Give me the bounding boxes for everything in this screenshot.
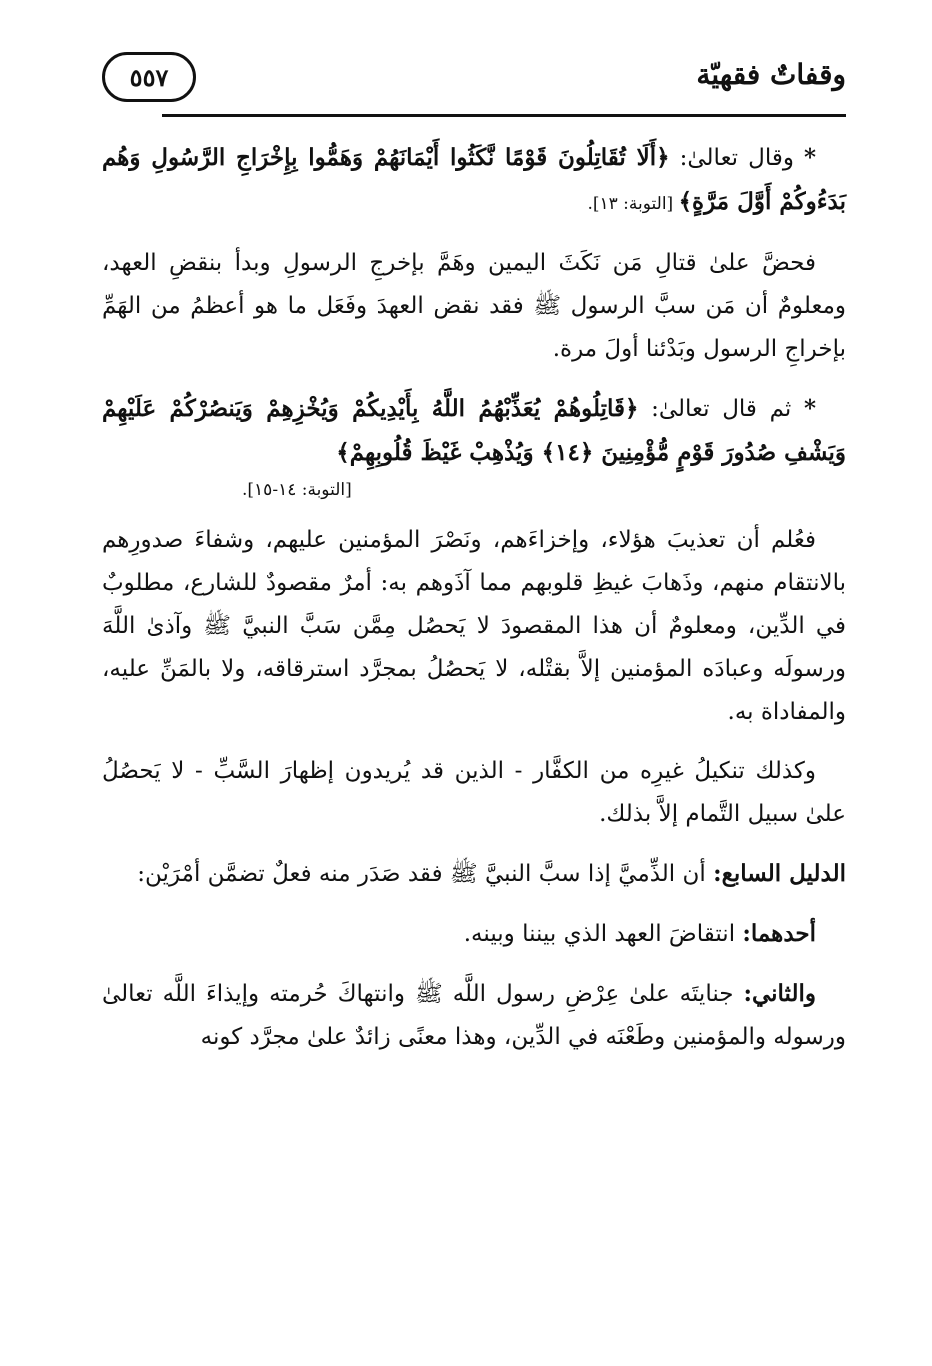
page-number: ٥٥٧ xyxy=(129,62,169,92)
page-number-badge xyxy=(102,52,196,102)
matter-heading: أحدهما: xyxy=(742,920,816,947)
running-title: وقفاتٌ فقهيّة xyxy=(696,58,846,91)
quran-verse: ﴿قَاتِلُوهُمْ يُعَذِّبْهُمُ اللَّهُ بِأَيْدِيكُمْ وَيُخْزِهِمْ وَيَنصُرْكُمْ عَلَيْهِمْ وَيَشْفِ صُدُورَ قَوْمٍ مُّؤْمِنِينَ ﴿١٤﴾ وَيُذْهِبْ غَيْظَ قُلُوبِهِمْ﴾ xyxy=(102,395,846,466)
matter-heading: والثاني: xyxy=(743,980,816,1007)
paragraph-verse-14-15 xyxy=(102,387,846,475)
paragraph-commentary-1: فحضَّ علىٰ قتالِ مَن نَكَثَ اليمين وهَمَّ بإخرجِ الرسولِ وبدأ بنقضِ العهد، ومعلومٌ أن مَن سبَّ الرسول ﷺ فقد نقض العهدَ وفَعَل ما هو أعظمُ من الهَمِّ بإخراجِ الرسول وبَدْئنا أولَ مرة. xyxy=(102,250,846,362)
page-header xyxy=(102,52,846,122)
paragraph-commentary-3: وكذلك تنكيلُ غيرِه من الكفَّار - الذين قد يُريدون إظهارَ السَّبِّ - لا يَحصُلُ علىٰ سبيل التَّمام إلاَّ بذلك. xyxy=(102,758,846,827)
paragraph-first-matter xyxy=(102,912,846,956)
quran-verse: ﴿أَلَا تُقَاتِلُونَ قَوْمًا نَّكَثُوا أَيْمَانَهُمْ وَهَمُّوا بِإِخْرَاجِ الرَّسُولِ وَهُم بَدَءُوكُمْ أَوَّلَ مَرَّةٍ﴾ xyxy=(102,144,846,215)
page-body xyxy=(102,136,846,1075)
star-marker: * xyxy=(803,395,816,422)
star-marker: * xyxy=(804,144,817,171)
paragraph-commentary-2: فعُلم أن تعذيبَ هؤلاء، وإخزاءَهم، ونَصْرَ المؤمنين عليهم، وشفاءَ صدورِهم بالانتقام منهم، وذَهابَ غيظِ قلوبهم مما آذَوهم به: أمرٌ مقصودٌ للشارع، مطلوبٌ في الدِّين، ومعلومٌ أن هذا المقصودَ لا يَحصُل مِمَّن سَبَّ النبيَّ ﷺ وآذىٰ اللَّهَ ورسولَه وعبادَه المؤمنين إلاَّ بقتْله، لا يَحصُلُ بمجرَّد استرقاقه، ولا بالمَنِّ عليه، والمفاداة به. xyxy=(102,527,846,725)
paragraph-second-matter xyxy=(102,972,846,1059)
matter-text: انتقاضَ العهد الذي بيننا وبينه. xyxy=(463,921,743,947)
matter-text: جنايتَه علىٰ عِرْضِ رسول اللَّه ﷺ وانتهاكَ حُرمته وإيذاءَ اللَّه تعالىٰ ورسوله والمؤمنين وطَعْنَه في الدِّين، وهذا معنًى زائدٌ علىٰ مجرَّد كونه xyxy=(102,981,846,1050)
header-rule xyxy=(162,114,846,117)
paragraph-seventh-proof xyxy=(102,852,846,896)
verse-intro: ثم قال تعالىٰ: xyxy=(638,396,792,422)
verse-reference: [التوبة: ١٣]. xyxy=(587,194,679,214)
proof-heading: الدليل السابع: xyxy=(713,860,846,887)
verse-reference: [التوبة: ١٤-١٥]. xyxy=(242,480,352,500)
verse-intro: وقال تعالىٰ: xyxy=(669,145,794,171)
proof-text: أن الذِّميَّ إذا سبَّ النبيَّ ﷺ فقد صَدَر منه فعلٌ تضمَّن أمْرَيْن: xyxy=(137,861,714,887)
paragraph-verse-13 xyxy=(102,136,846,226)
